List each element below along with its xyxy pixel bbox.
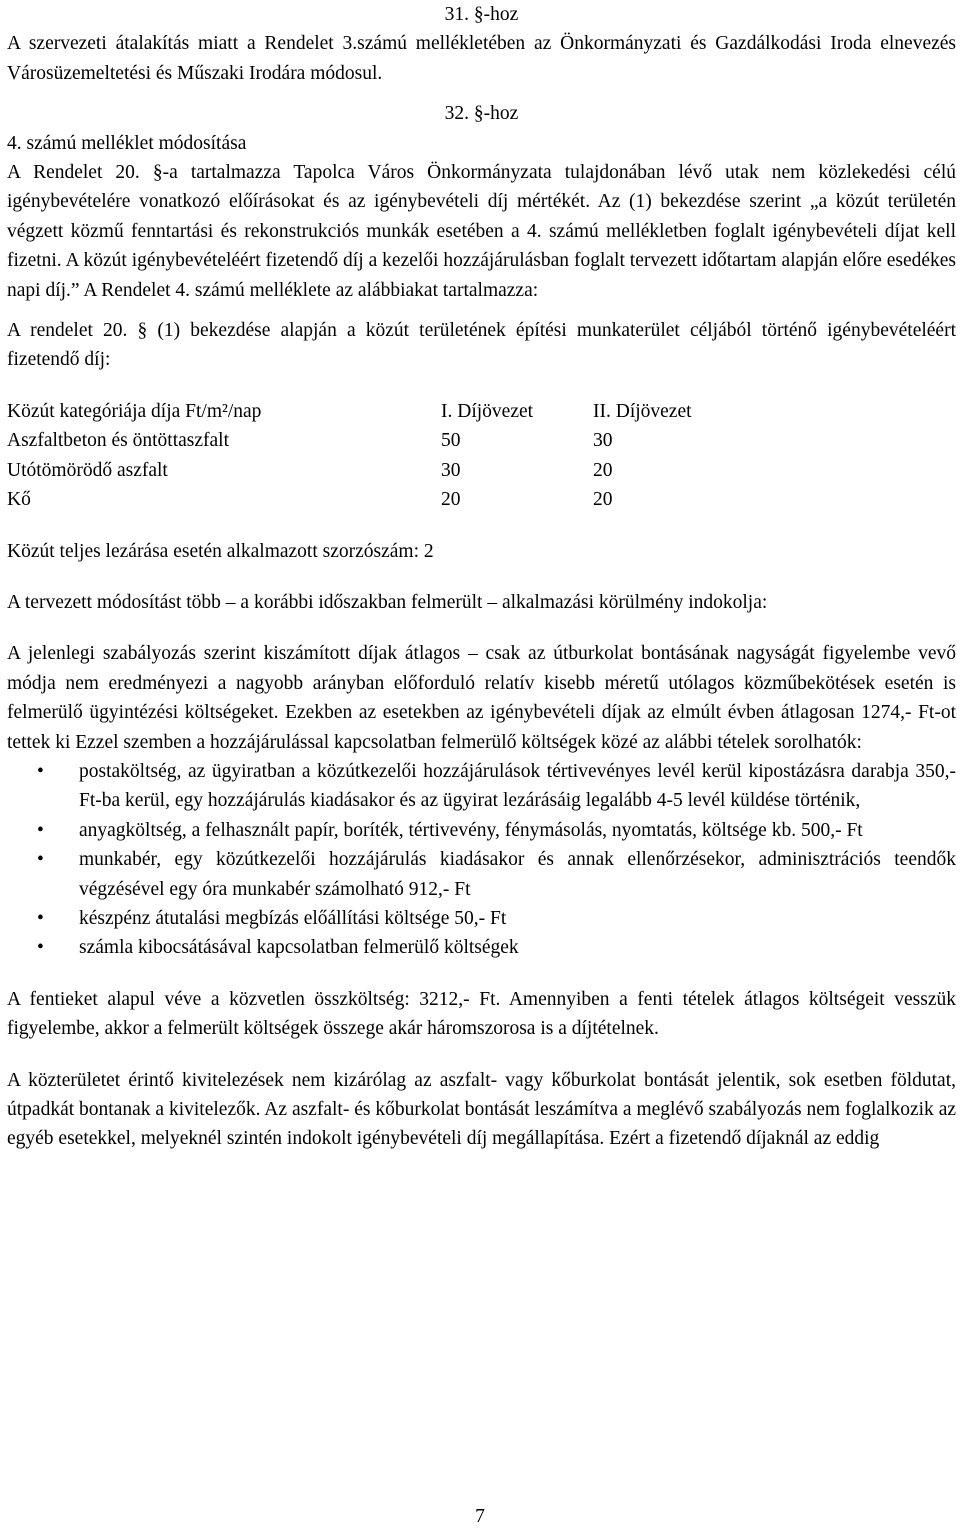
spacer [7,375,956,397]
spacer [7,88,956,99]
bullet-icon: • [37,937,44,959]
table-row [7,485,793,514]
fee-table-cell: Utótömörödő aszfalt [7,459,168,481]
fee-table-header-category: Közút kategóriája díja Ft/m²/nap [7,400,262,422]
table-row [7,456,793,485]
bullet-icon: • [37,907,44,929]
section-32-paragraph-3: A tervezett módosítást több – a korábbi időszakban felmerült – alkalmazási körülmény indokolja: [7,591,768,613]
table-row [7,426,793,455]
fee-table-cell: 30 [593,430,613,452]
list-item [7,816,956,845]
section-32-paragraph-4: A jelenlegi szabályozás szerint kiszámított díjak átlagos – csak az útburkolat bontásának nagyságát figyelembe vevő módja nem eredményezi a nagyobb arányban előforduló relatív kisebb méretű utólagos közműbekötések esetén is felmerülő ügyintézési költségeket. Ezekben az esetekben az igénybevételi díjak az elmúlt évben átlagosan 1274,- Ft-ot tettek ki Ezzel szemben a hozzájárulással kapcsolatban felmerülő költségek közé az alábbi tételek sorolhatók: [7,643,956,753]
spacer [7,963,956,985]
spacer [7,515,956,537]
fee-table [7,397,793,515]
list-item [7,845,956,904]
list-item [7,933,956,962]
spacer [7,566,956,588]
section-32-paragraph-2: A rendelet 20. § (1) bekezdése alapján a közút területének építési munkaterület céljából történő igénybevételéért fizetendő díj: [7,320,956,371]
list-item-text: postaköltség, az ügyiratban a közútkezelői hozzájárulások tértivevényes levél kerül kipostázásra darabja 350,- Ft-ba kerül, egy hozzájárulás kiadásakor és az ügyirat lezárásáig legalább 4-5 levél küldése történik, [79,760,956,812]
fee-table-cell: Aszfaltbeton és öntöttaszfalt [7,430,230,452]
section-32-heading: 32. §-hoz [444,103,519,125]
list-item [7,904,956,933]
bullet-icon: • [37,760,44,782]
cost-item-list [7,757,956,963]
fee-table-cell: Kő [7,489,31,511]
fee-table-header-row [7,397,793,426]
page-number: 7 [475,1506,485,1527]
spacer [7,305,956,316]
section-32-paragraph-5: A fentieket alapul véve a közvetlen összköltség: 3212,- Ft. Amennyiben a fenti tételek átlagos költségeit vesszük figyelembe, akkor a felmerült költségek összege akár háromszorosa is a díjtételnek. [7,988,956,1040]
section-32-paragraph-1: A Rendelet 20. §-a tartalmazza Tapolca Város Önkormányzata tulajdonában lévő utak nem közlekedési célú igénybevételére vonatkozó előírásokat és az igénybevételi díj mértékét. Az (1) bekezdése szerint „a közút területén végzett közmű fenntartási és rekonstrukciós munkák esetében a 4. számú mellékletben foglalt igénybevételi díjat kell fizetni. A közút igénybevételéért fizetendő díj a kezelői hozzájárulásban foglalt tervezett időtartam alapján előre esedékes napi díj.” A Rendelet 4. számú melléklete az alábbiakat tartalmazza: [7,162,956,301]
fee-table-cell: 30 [441,459,461,481]
list-item-text: munkabér, egy közútkezelői hozzájárulás kiadásakor és annak ellenőrzésekor, adminisztrációs teendők végzésével egy óra munkabér számolható 912,- Ft [79,849,956,900]
fee-table-cell: 20 [593,459,613,481]
list-item-text: anyagköltség, a felhasznált papír, boríték, tértivevény, fénymásolás, nyomtatás, költsége kb. 500,- Ft [79,819,863,841]
fee-table-cell: 20 [441,489,461,511]
fee-table-cell: 20 [593,489,613,511]
fee-table-cell: 50 [441,430,461,452]
annex-4-subheading: 4. számú melléklet módosítása [7,132,247,154]
fee-table-header-zone-2: II. Díjövezet [593,400,692,422]
section-31-heading: 31. §-hoz [444,4,519,25]
list-item-text: számla kibocsátásával kapcsolatban felmerülő költségek [79,937,519,959]
bullet-icon: • [37,849,44,871]
spacer [7,617,956,639]
fee-table-header-zone-1: I. Díjövezet [441,400,534,422]
page-content [7,0,956,1154]
list-item-text: készpénz átutalási megbízás előállítási költsége 50,- Ft [79,907,507,929]
section-32-paragraph-6: A közterületet érintő kivitelezések nem kizárólag az aszfalt- vagy kőburkolat bontását jelentik, sok esetben földutat, útpadkát bontanak a kivitelezők. Az aszfalt- és kőburkolat bontását leszámítva a meglévő szabályozás nem foglalkozik az egyéb esetekkel, melyeknél szintén indokolt igénybevételi díj megállapítása. Ezért a fizetendő díjaknál az eddig [7,1069,956,1150]
section-31-paragraph: A szervezeti átalakítás miatt a Rendelet 3.számú mellékletében az Önkormányzati és Gazdálkodási Iroda elnevezés Városüzemeltetési és Műszaki Irodára módosul. [7,33,956,84]
list-item [7,757,956,816]
closure-multiplier: Közút teljes lezárása esetén alkalmazott szorzószám: 2 [7,540,434,562]
bullet-icon: • [37,819,44,841]
spacer [7,1044,956,1066]
